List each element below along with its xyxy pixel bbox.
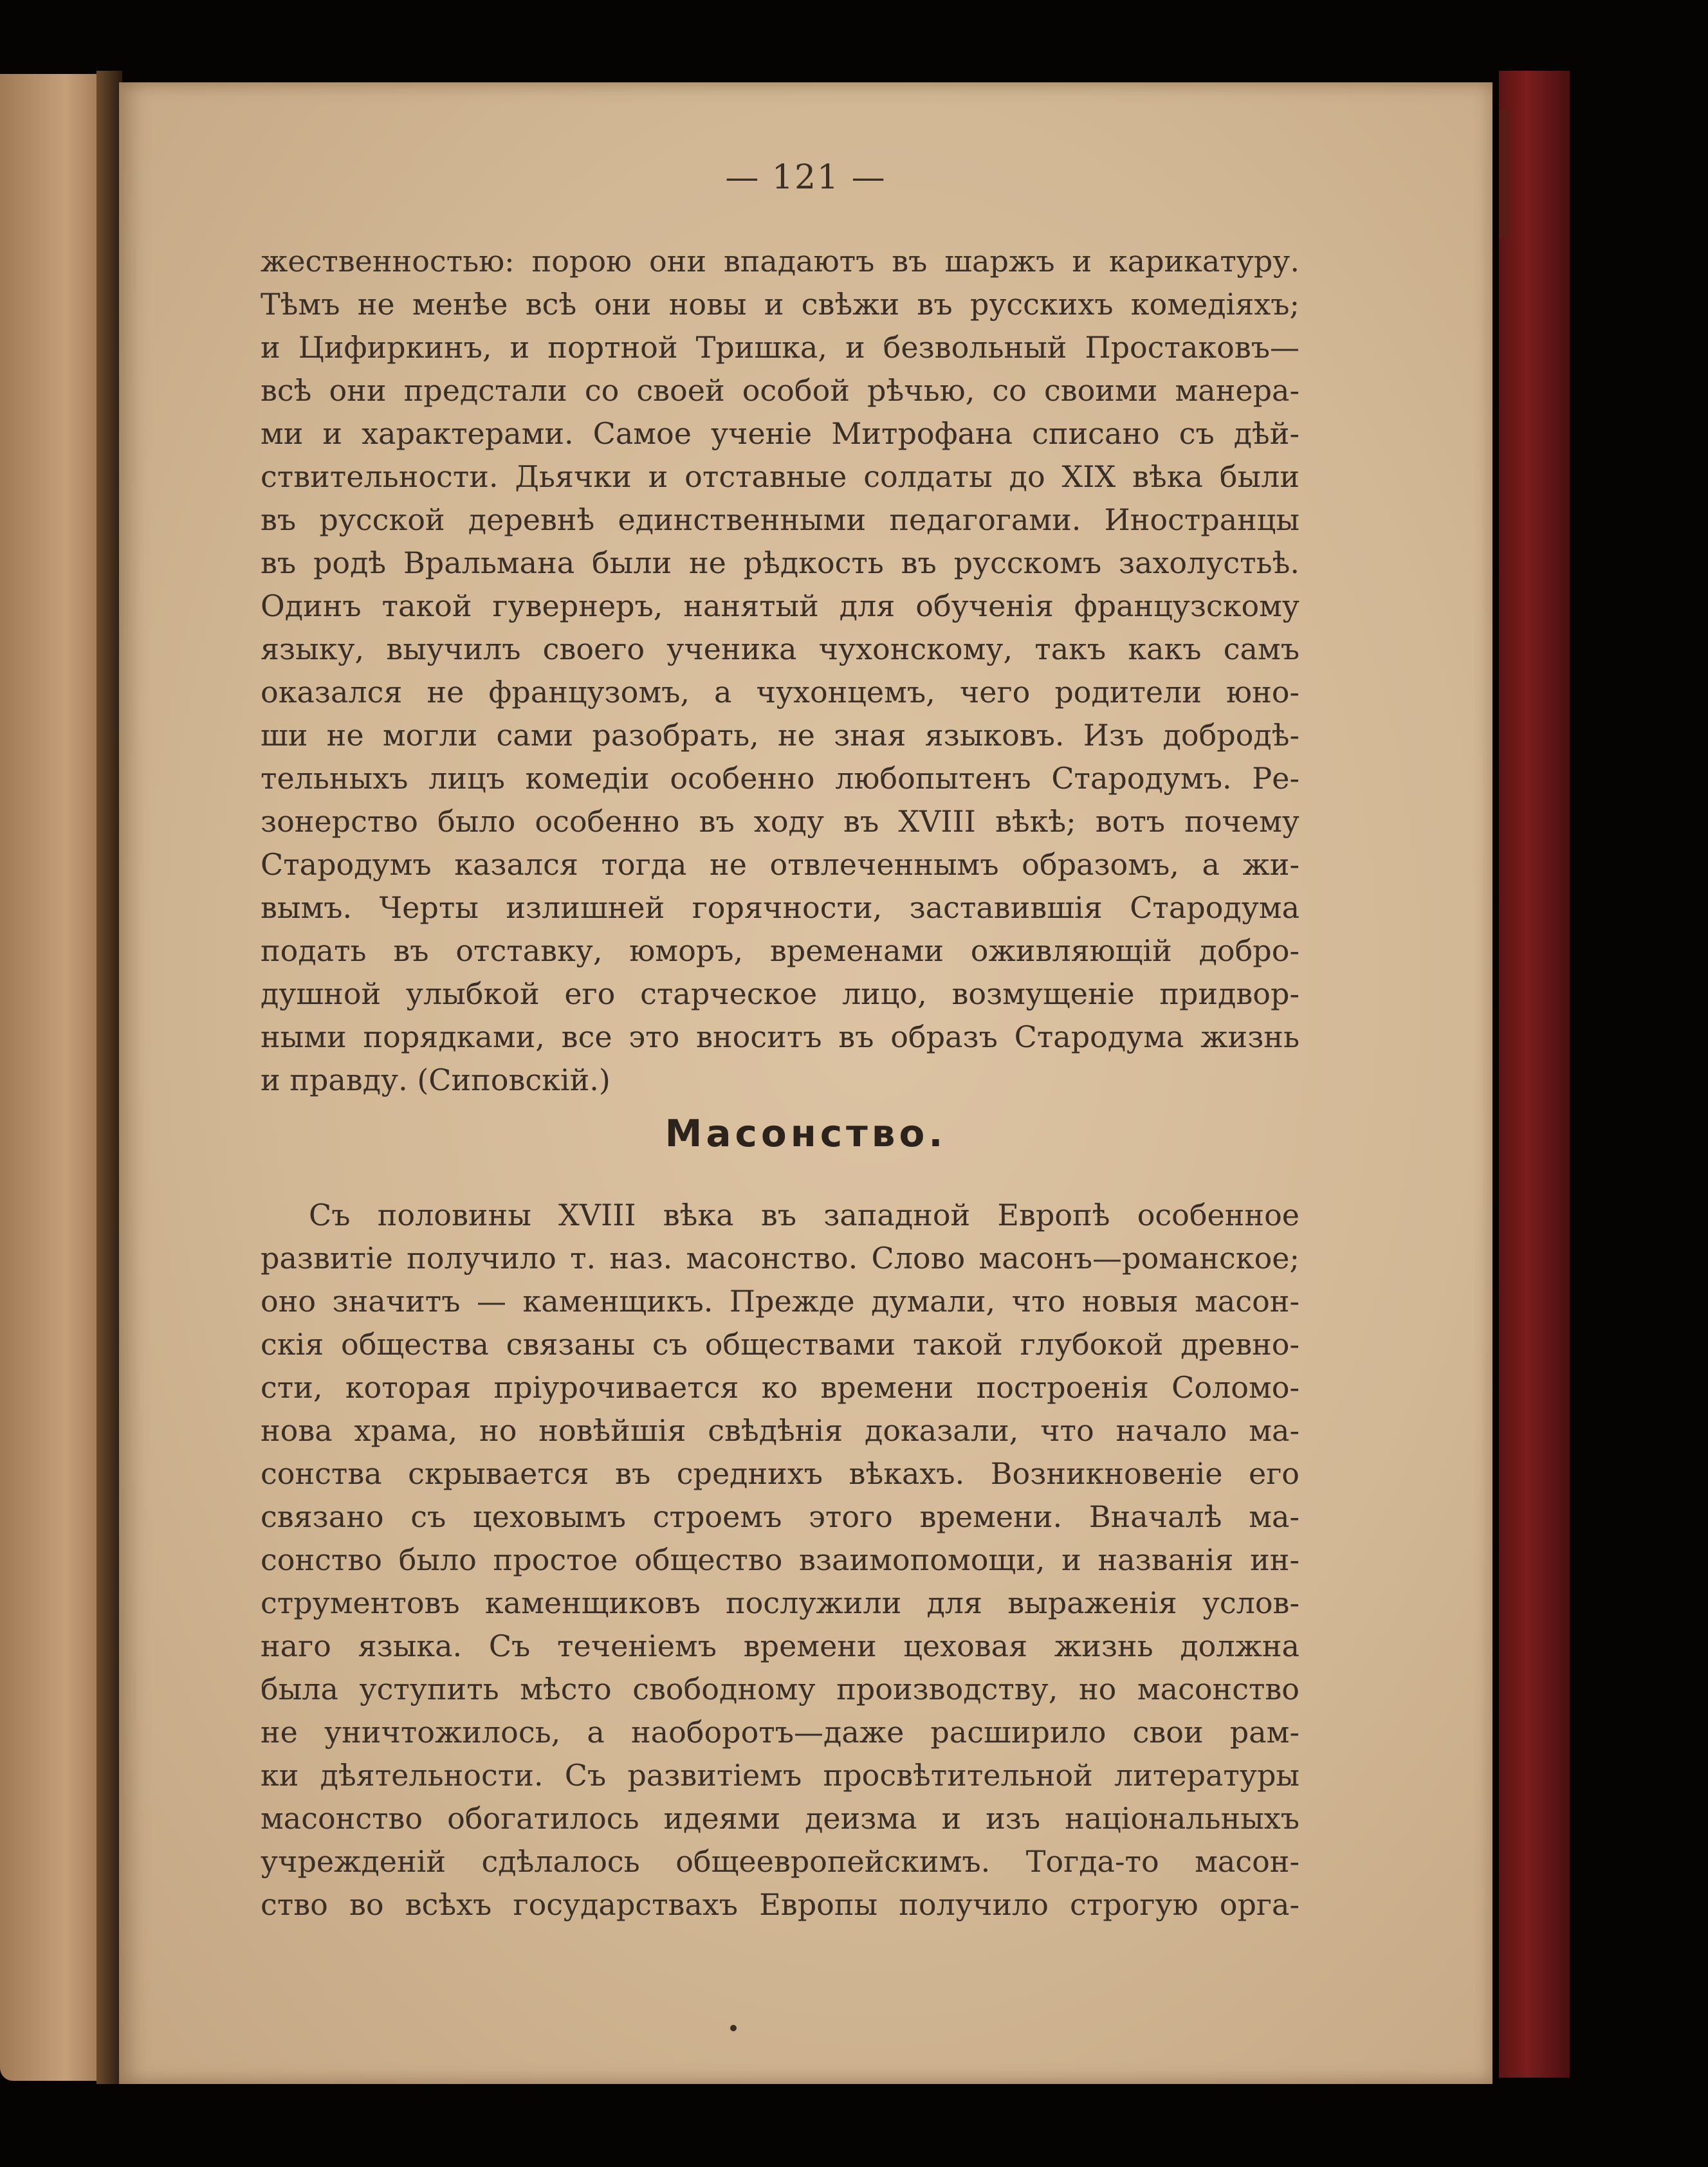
text-line: оказался не французомъ, а чухонцемъ, чего родители юно- — [261, 675, 1299, 709]
section-heading: Масонство. — [665, 1111, 947, 1155]
text-line: Тѣмъ не менѣе всѣ они новы и свѣжи въ русскихъ комедіяхъ; — [261, 287, 1299, 322]
text-line: учрежденій сдѣлалось общеевропейскимъ. Тогда-то масон- — [261, 1844, 1299, 1879]
paragraph-2 — [261, 1194, 1299, 1926]
text-line: тельныхъ лицъ комедіи особенно любопытенъ Стародумъ. Ре- — [261, 761, 1299, 796]
text-line: ши не могли сами разобрать, не зная языковъ. Изъ добродѣ- — [261, 718, 1299, 753]
text-line: въ русской деревнѣ единственными педагогами. Иностранцы — [261, 502, 1299, 537]
text-line: наго языка. Съ теченіемъ времени цеховая жизнь должна — [261, 1629, 1299, 1663]
book-gutter — [96, 71, 122, 2084]
text-line: въ родѣ Вральмана были не рѣдкость въ русскомъ захолустьѣ. — [261, 545, 1299, 580]
text-line: не уничтожилось, а наоборотъ—даже расширило свои рам- — [261, 1715, 1299, 1750]
text-line: масонство обогатилось идеями деизма и изъ національныхъ — [261, 1801, 1299, 1836]
text-line: была уступить мѣсто свободному производству, но масонство — [261, 1672, 1299, 1706]
text-line: вымъ. Черты излишней горячности, заставившія Стародума — [261, 890, 1299, 925]
text-line: языку, выучилъ своего ученика чухонскому, такъ какъ самъ — [261, 632, 1299, 666]
text-line: ными порядками, все это вноситъ въ образъ Стародума жизнь — [261, 1019, 1299, 1054]
text-line: связано съ цеховымъ строемъ этого времени. Вначалѣ ма- — [261, 1499, 1299, 1534]
text-line: струментовъ каменщиковъ послужили для выраженія услов- — [261, 1586, 1299, 1620]
text-line: сонства скрывается въ среднихъ вѣкахъ. Возникновеніе его — [261, 1456, 1299, 1491]
text-line: нова храма, но новѣйшія свѣдѣнія доказали, что начало ма- — [261, 1413, 1299, 1448]
paragraph-1 — [261, 240, 1299, 1102]
text-line: и Цифиркинъ, и портной Тришка, и безвольный Простаковъ— — [261, 330, 1299, 365]
book-page — [119, 82, 1492, 2084]
text-line: жественностью: порою они впадаютъ въ шаржъ и карикатуру. — [261, 244, 1299, 279]
text-line: Стародумъ казался тогда не отвлеченнымъ образомъ, а жи- — [261, 847, 1299, 882]
text-line: Одинъ такой гувернеръ, нанятый для обученія французскому — [261, 589, 1299, 623]
page-speck — [730, 2025, 737, 2031]
text-line: ствительности. Дьячки и отставные солдаты до XIX вѣка были — [261, 459, 1299, 494]
text-line: Съ половины XVIII вѣка въ западной Европѣ особенное — [309, 1198, 1299, 1232]
text-line: оно значитъ — каменщикъ. Прежде думали, что новыя масон- — [261, 1284, 1299, 1319]
text-line: сонство было простое общество взаимопомощи, и названія ин- — [261, 1542, 1299, 1577]
text-line: ми и характерами. Самое ученіе Митрофана списано съ дѣй- — [261, 416, 1299, 451]
text-line: развитіе получило т. наз. масонство. Слово масонъ—романское; — [261, 1241, 1299, 1276]
text-line: скія общества связаны съ обществами такой глубокой древно- — [261, 1327, 1299, 1362]
book-cover-edge — [1499, 71, 1570, 2078]
text-line: ство во всѣхъ государствахъ Европы получило строгую орга- — [261, 1887, 1299, 1922]
text-line: подать въ отставку, юморъ, временами оживляющій добро- — [261, 933, 1299, 968]
text-line: душной улыбкой его старческое лицо, возмущеніе придвор- — [261, 976, 1299, 1011]
text-line: ки дѣятельности. Съ развитіемъ просвѣтительной литературы — [261, 1758, 1299, 1793]
text-line: всѣ они предстали со своей особой рѣчью, со своими манера- — [261, 373, 1299, 408]
text-line: зонерство было особенно въ ходу въ XVIII вѣкѣ; вотъ почему — [261, 804, 1299, 839]
text-line: и правду. (Сиповскій.) — [261, 1063, 611, 1097]
cover-corner — [1499, 109, 1511, 238]
left-facing-page — [0, 74, 109, 2081]
text-line: сти, которая пріурочивается ко времени построенія Соломо- — [261, 1370, 1299, 1405]
page-number: — 121 — — [725, 158, 886, 197]
